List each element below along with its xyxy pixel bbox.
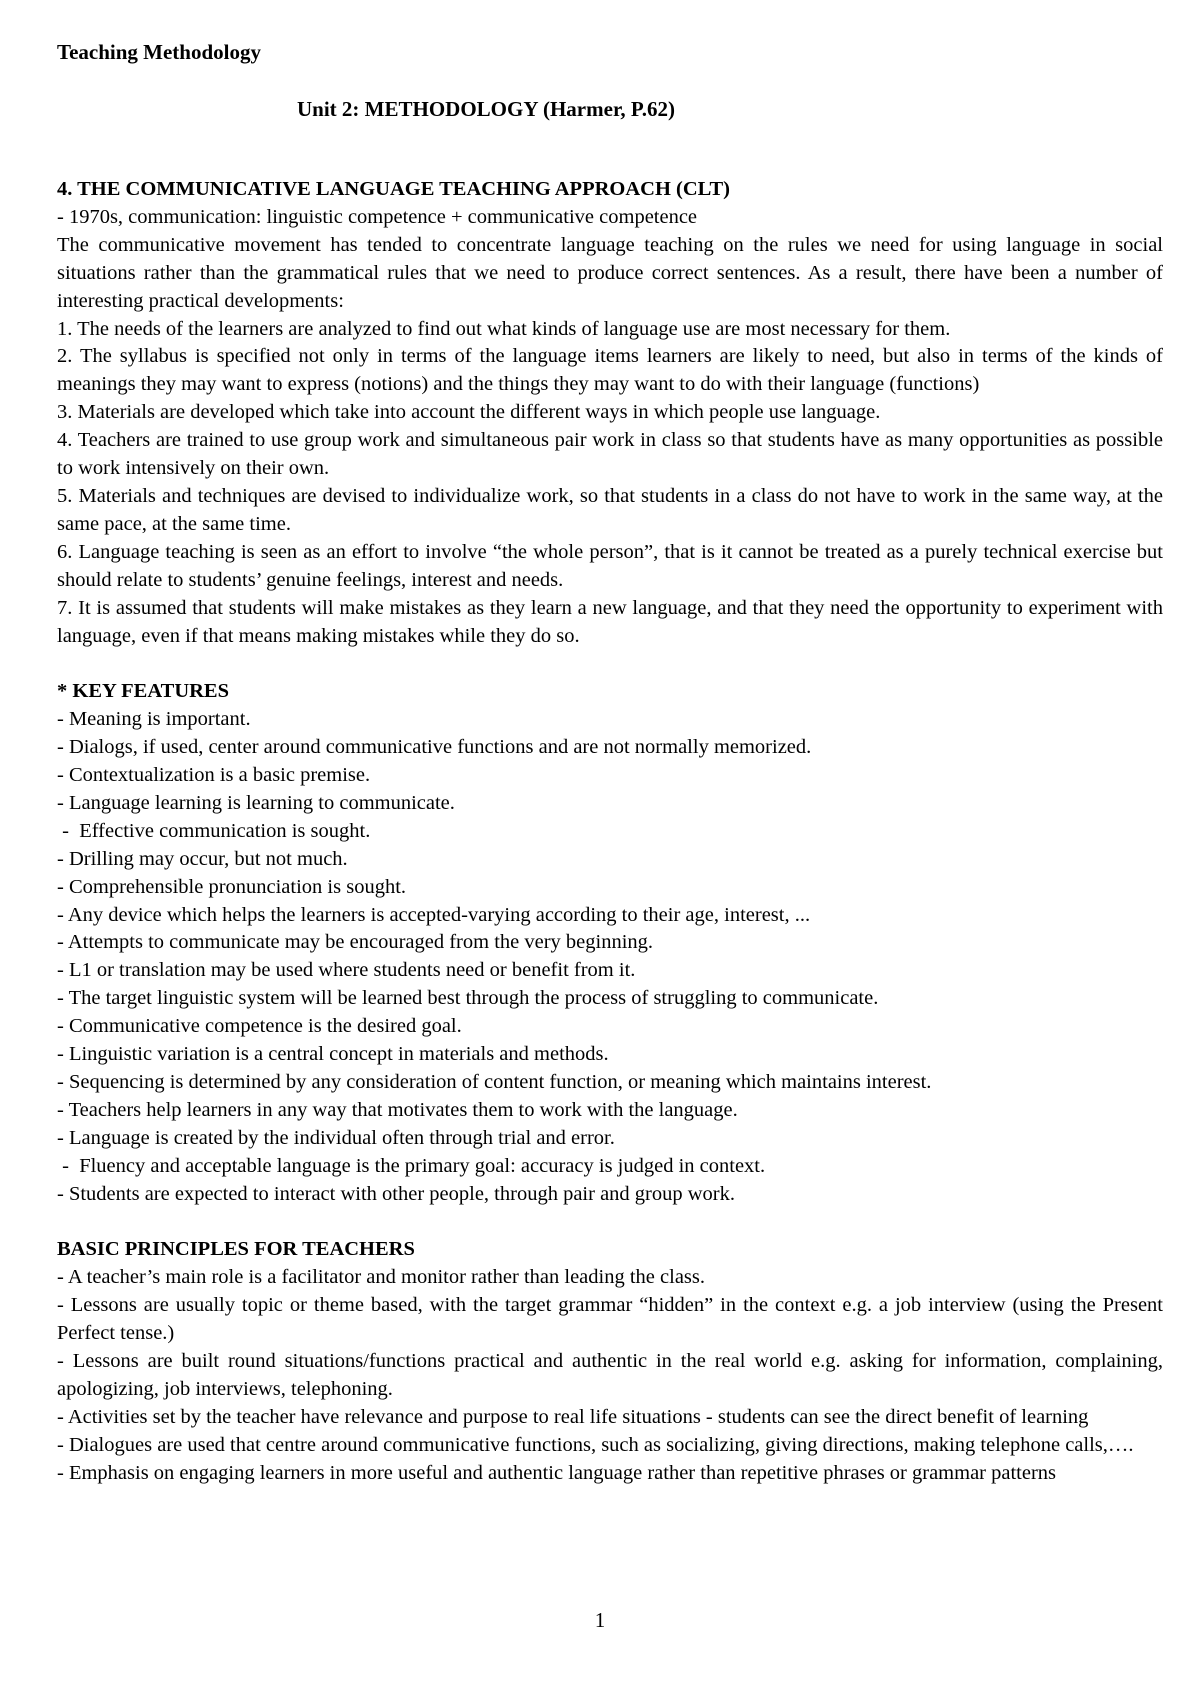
feature-item: - Any device which helps the learners is accepted-varying according to their age, interest, ... bbox=[57, 903, 811, 926]
feature-item: - Contextualization is a basic premise. bbox=[57, 764, 371, 787]
feature-item: - Fluency and acceptable language is the primary goal: accuracy is judged in context. bbox=[57, 1154, 766, 1177]
feature-item: - Drilling may occur, but not much. bbox=[57, 847, 348, 870]
feature-item: - Teachers help learners in any way that motivates them to work with the language. bbox=[57, 1098, 738, 1121]
principle-item: - Lessons are built round situations/functions practical and authentic in the real world e.g. asking for information, complaining, apologizing, job interviews, telephoning. bbox=[57, 1350, 1163, 1400]
spacer bbox=[57, 650, 1163, 678]
development-item: 1. The needs of the learners are analyzed to find out what kinds of language use are most necessary for them. bbox=[57, 317, 951, 340]
development-item: 7. It is assumed that students will make mistakes as they learn a new language, and that they need the opportunity to experiment with language, even if that means making mistakes while they do so. bbox=[57, 596, 1163, 647]
feature-item: - Attempts to communicate may be encouraged from the very beginning. bbox=[57, 931, 654, 954]
principle-item: - Activities set by the teacher have relevance and purpose to real life situations - students can see the direct benefit of learning bbox=[57, 1405, 1089, 1428]
unit-title: Unit 2: METHODOLOGY (Harmer, P.62) bbox=[297, 97, 675, 121]
feature-item: - Language learning is learning to communicate. bbox=[57, 791, 455, 814]
key-features-heading: * KEY FEATURES bbox=[57, 680, 229, 703]
feature-item: - Language is created by the individual often through trial and error. bbox=[57, 1126, 615, 1149]
principle-item: - Lessons are usually topic or theme based, with the target grammar “hidden” in the context e.g. a job interview (using the Present Perfect tense.) bbox=[57, 1294, 1163, 1345]
feature-item: - Students are expected to interact with other people, through pair and group work. bbox=[57, 1182, 736, 1205]
feature-item: - Sequencing is determined by any consideration of content function, or meaning which maintains interest. bbox=[57, 1070, 932, 1093]
feature-item: - Communicative competence is the desired goal. bbox=[57, 1015, 462, 1038]
principle-item: - A teacher’s main role is a facilitator and monitor rather than leading the class. bbox=[57, 1266, 705, 1289]
page-number: 1 bbox=[594, 1608, 606, 1632]
intro-paragraph: The communicative movement has tended to concentrate language teaching on the rules we need for using language in social situations rather than the grammatical rules that we need to produce correct sentences. As a result, there have been a number of interesting practical developments: bbox=[57, 233, 1163, 312]
course-title: Teaching Methodology bbox=[57, 40, 261, 64]
section-title: 4. THE COMMUNICATIVE LANGUAGE TEACHING APPROACH (CLT) bbox=[57, 178, 730, 200]
feature-item: - L1 or translation may be used where students need or benefit from it. bbox=[57, 959, 636, 982]
feature-item: - Meaning is important. bbox=[57, 708, 251, 731]
development-item: 5. Materials and techniques are devised to individualize work, so that students in a class do not have to work in the same way, at the same pace, at the same time. bbox=[57, 484, 1163, 535]
feature-item: - Linguistic variation is a central concept in materials and methods. bbox=[57, 1043, 609, 1066]
feature-item: - Effective communication is sought. bbox=[57, 819, 371, 842]
principle-item: - Emphasis on engaging learners in more useful and authentic language rather than repetitive phrases or grammar patterns bbox=[57, 1461, 1057, 1484]
document-body bbox=[57, 176, 1163, 1488]
development-item: 3. Materials are developed which take into account the different ways in which people use language. bbox=[57, 401, 881, 424]
spacer bbox=[57, 1209, 1163, 1237]
intro-line: - 1970s, communication: linguistic competence + communicative competence bbox=[57, 205, 698, 228]
feature-item: - Dialogs, if used, center around communicative functions and are not normally memorized. bbox=[57, 736, 812, 759]
feature-item: - The target linguistic system will be learned best through the process of struggling to communicate. bbox=[57, 987, 879, 1010]
principle-item: - Dialogues are used that centre around communicative functions, such as socializing, giving directions, making telephone calls,…. bbox=[57, 1433, 1134, 1456]
principles-heading: BASIC PRINCIPLES FOR TEACHERS bbox=[57, 1238, 415, 1261]
development-item: 6. Language teaching is seen as an effort to involve “the whole person”, that is it cannot be treated as a purely technical exercise but should relate to students’ genuine feelings, interest and needs. bbox=[57, 540, 1163, 591]
development-item: 4. Teachers are trained to use group work and simultaneous pair work in class so that students have as many opportunities as possible to work intensively on their own. bbox=[57, 429, 1163, 480]
development-item: 2. The syllabus is specified not only in terms of the language items learners are likely to need, but also in terms of the kinds of meanings they may want to express (notions) and the things they may want to do with their language (functions) bbox=[57, 345, 1163, 396]
feature-item: - Comprehensible pronunciation is sought. bbox=[57, 875, 407, 898]
